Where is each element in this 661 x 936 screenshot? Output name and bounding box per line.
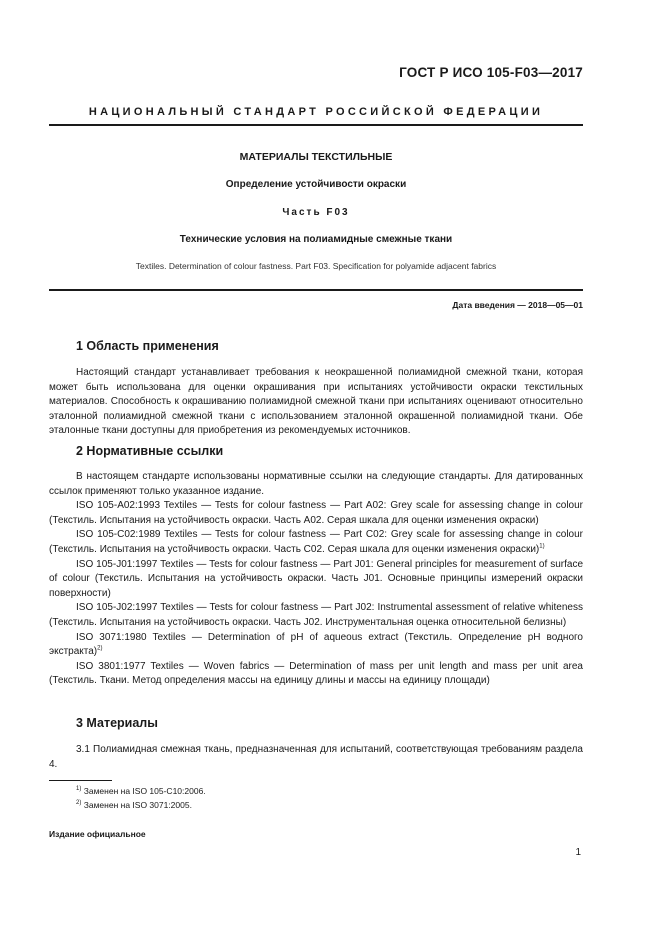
title-line-2: Определение устойчивости окраски [225,179,407,190]
section-3-paragraph: 3.1 Полиамидная смежная ткань, предназначенная для испытаний, соответствующая требованиям раздела 4. [49,744,583,770]
section-1-paragraph: Настоящий стандарт устанавливает требования к неокрашенной полиамидной смежной ткани, которая может быть использована для оценки окрашивания при испытаниях устойчивости окраски текстильных материалов. Способность к окрашиванию полиамидной смежной ткани при испытаниях оценивают относительно эталонной полиамидной смежной ткани с использованием эталонной окрашенной полиамидной ткани. Обе эталонные ткани доступны для приобретения из рекомендуемых источников. [49,367,583,437]
reference-item: ISO 105-J02:1997 Textiles — Tests for colour fastness — Part J02: Instrumental assessment of relative whiteness (Текстиль. Испытания на устойчивость окраски. Часть J02. Инструментальная оценка относительной белизны) [49,602,583,628]
reference-item: ISO 105-A02:1993 Textiles — Tests for colour fastness — Part A02: Grey scale for assessing change in colour (Текстиль. Испытания на устойчивость окраски. Часть A02. Серая шкала для оценки изменения окраски) [49,500,583,526]
title-rule [49,289,583,291]
section-1-text [49,366,583,439]
footnote-1: $^{1)}$ Заменен на ISO 105-C10:2006. [76,786,206,796]
footnote-mark: 1) [539,543,545,550]
national-standard-banner: НАЦИОНАЛЬНЫЙ СТАНДАРТ РОССИЙСКОЙ ФЕДЕРАЦИИ [88,106,544,118]
title-line-4: Технические условия на полиамидные смежные ткани [179,234,453,245]
effective-date: Дата введения — 2018—05—01 [452,300,583,310]
document-number: ГОСТ Р ИСО 105-F03—2017 [399,65,583,80]
reference-item: ISO 105-C02:1989 Textiles — Tests for colour fastness — Part C02: Grey scale for assessing change in colour (Текстиль. Испытания на устойчивость окраски. Часть C02. Серая шкала для оценки изменения окраски)$^{1)}$ [49,529,583,555]
section-2-text [49,470,583,689]
section-2-intro: В настоящем стандарте использованы нормативные ссылки на следующие стандарты. Для датированных ссылок применяют только указанное издание. [49,471,583,497]
section-2-heading: 2 Нормативные ссылки [76,444,224,458]
title-line-1: МАТЕРИАЛЫ ТЕКСТИЛЬНЫЕ [239,151,393,163]
footnote-rule [49,780,112,781]
title-line-3: Часть F03 [282,207,350,218]
section-1-heading: 1 Область применения [76,339,219,353]
section-3-heading: 3 Материалы [76,716,158,730]
reference-item: ISO 3801:1977 Textiles — Woven fabrics — Determination of mass per unit length and mass per unit area (Текстиль. Ткани. Метод определения массы на единицу длины и массы на единицу площади) [49,660,583,687]
footnote-mark: 2) [97,645,103,652]
section-3-text [49,743,583,772]
edition-label: Издание официальное [49,829,146,839]
reference-item: ISO 105-J01:1997 Textiles — Tests for colour fastness — Part J01: General principles for measurement of surface of colour (Текстиль. Испытания на устойчивость окраски. Часть J01. Основные принципы измерений окраски поверхности) [49,558,583,599]
header-rule [49,124,583,126]
english-title: Textiles. Determination of colour fastness. Part F03. Specification for polyamide adjacent fabrics [135,261,497,271]
footnote-2: $^{2)}$ Заменен на ISO 3071:2005. [76,800,192,810]
page-number: 1 [575,847,581,858]
reference-item: ISO 3071:1980 Textiles — Determination of pH of aqueous extract (Текстиль. Определение pH водного экстракта)$^{2)}$ [49,631,583,658]
